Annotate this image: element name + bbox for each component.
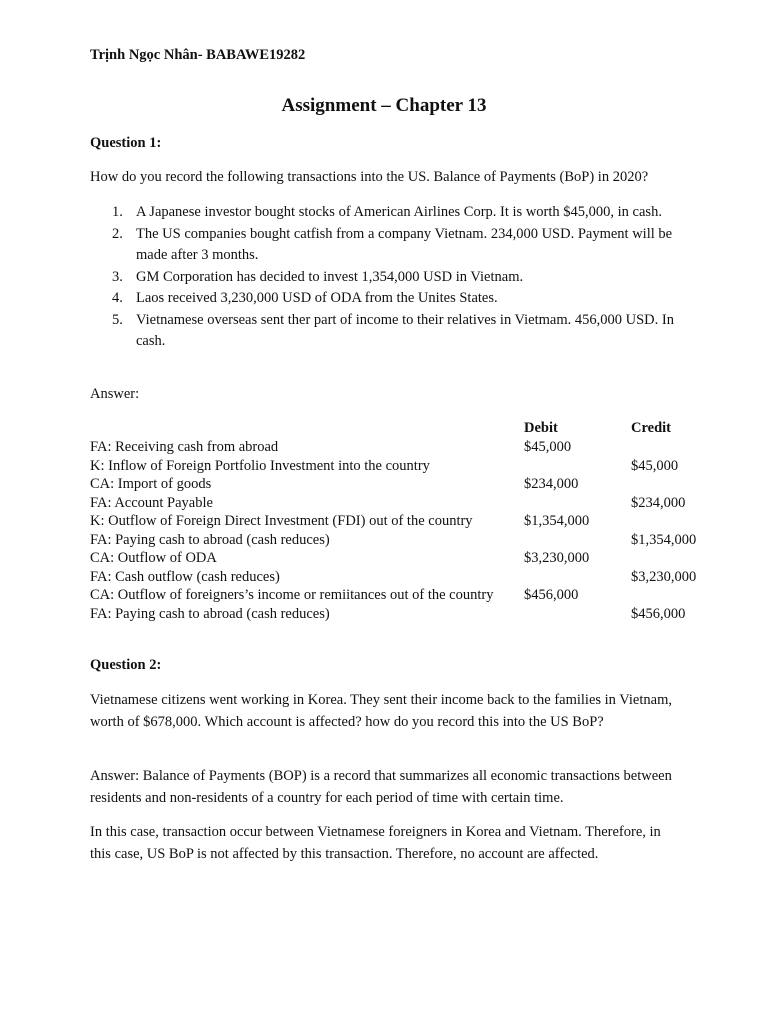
table-row [90,549,750,568]
table-row [90,568,750,587]
list-item [90,202,690,224]
row-label: FA: Receiving cash from abroad [90,439,279,455]
row-label: CA: Outflow of ODA [90,550,217,566]
row-label: FA: Account Payable [90,494,213,511]
answer-label: Answer: [90,386,140,402]
transaction-list [90,202,690,353]
question-2-answer: Answer: Balance of Payments (BOP) is a record that summarizes all economic transactions between residents and non-residents of a country for each period of time with certain time. [90,768,672,806]
row-debit: $45,000 [524,439,572,455]
list-item-text: The US companies bought catfish from a company Vietnam. 234,000 USD. Payment will be made after 3 months. [136,225,673,263]
row-credit: $45,000 [631,457,679,474]
list-item [90,288,690,310]
question-2-conclusion: In this case, transaction occur between Vietnamese foreigners in Korea and Vietnam. Therefore, in this case, US BoP is not affected by this transaction. Therefore, no account are affected. [90,824,661,862]
list-item-number: 1. [112,204,123,220]
row-credit: $234,000 [631,494,686,511]
row-credit: $456,000 [631,605,686,622]
table-row [90,438,750,457]
row-label: CA: Outflow of foreigners’s income or remiitances out of the country [90,587,494,603]
row-label: K: Outflow of Foreign Direct Investment (FDI) out of the country [90,513,473,529]
row-credit: $1,354,000 [631,531,697,548]
list-item [90,310,690,353]
row-label: FA: Paying cash to abroad (cash reduces) [90,605,330,622]
question-2-prompt: Vietnamese citizens went working in Korea. They sent their income back to the families in Vietnam, worth of $678,000. Which account is affected? how do you record this into the US BoP? [90,692,672,730]
question-1-prompt: How do you record the following transactions into the US. Balance of Payments (BoP) in 2020? [90,169,649,185]
list-item-text: A Japanese investor bought stocks of American Airlines Corp. It is worth $45,000, in cash. [136,204,662,220]
page-title: Assignment – Chapter 13 [281,95,487,116]
author-line: Trịnh Ngọc Nhân- BABAWE19282 [90,47,306,63]
list-item-text: Laos received 3,230,000 USD of ODA from the Unites States. [136,290,498,306]
list-item-number: 2. [112,225,123,242]
table-row [90,586,750,605]
list-item-number: 3. [112,268,123,285]
row-credit: $3,230,000 [631,568,697,585]
table-row [90,531,750,550]
question-2-heading: Question 2: [90,657,162,673]
row-debit: $3,230,000 [524,550,590,566]
row-debit: $1,354,000 [524,513,590,529]
list-item-text: GM Corporation has decided to invest 1,354,000 USD in Vietnam. [136,268,524,285]
list-item-text: Vietnamese overseas sent ther part of income to their relatives in Vietmam. 456,000 USD. In cash. [136,311,674,349]
row-label: CA: Import of goods [90,476,212,492]
row-debit: $234,000 [524,476,579,492]
row-debit: $456,000 [524,587,579,603]
row-label: FA: Cash outflow (cash reduces) [90,568,280,585]
row-label: FA: Paying cash to abroad (cash reduces) [90,531,330,548]
table-row [90,475,750,494]
table-row [90,494,750,513]
table-row [90,512,750,531]
table-row [90,457,750,476]
credit-column-header: Credit [631,420,672,436]
row-label: K: Inflow of Foreign Portfolio Investment into the country [90,457,430,474]
debit-column-header: Debit [524,420,558,436]
list-item-number: 4. [112,290,123,306]
list-item [90,267,690,289]
table-row [90,605,750,624]
list-item-number: 5. [112,311,123,328]
question-1-heading: Question 1: [90,135,162,151]
list-item [90,224,690,267]
